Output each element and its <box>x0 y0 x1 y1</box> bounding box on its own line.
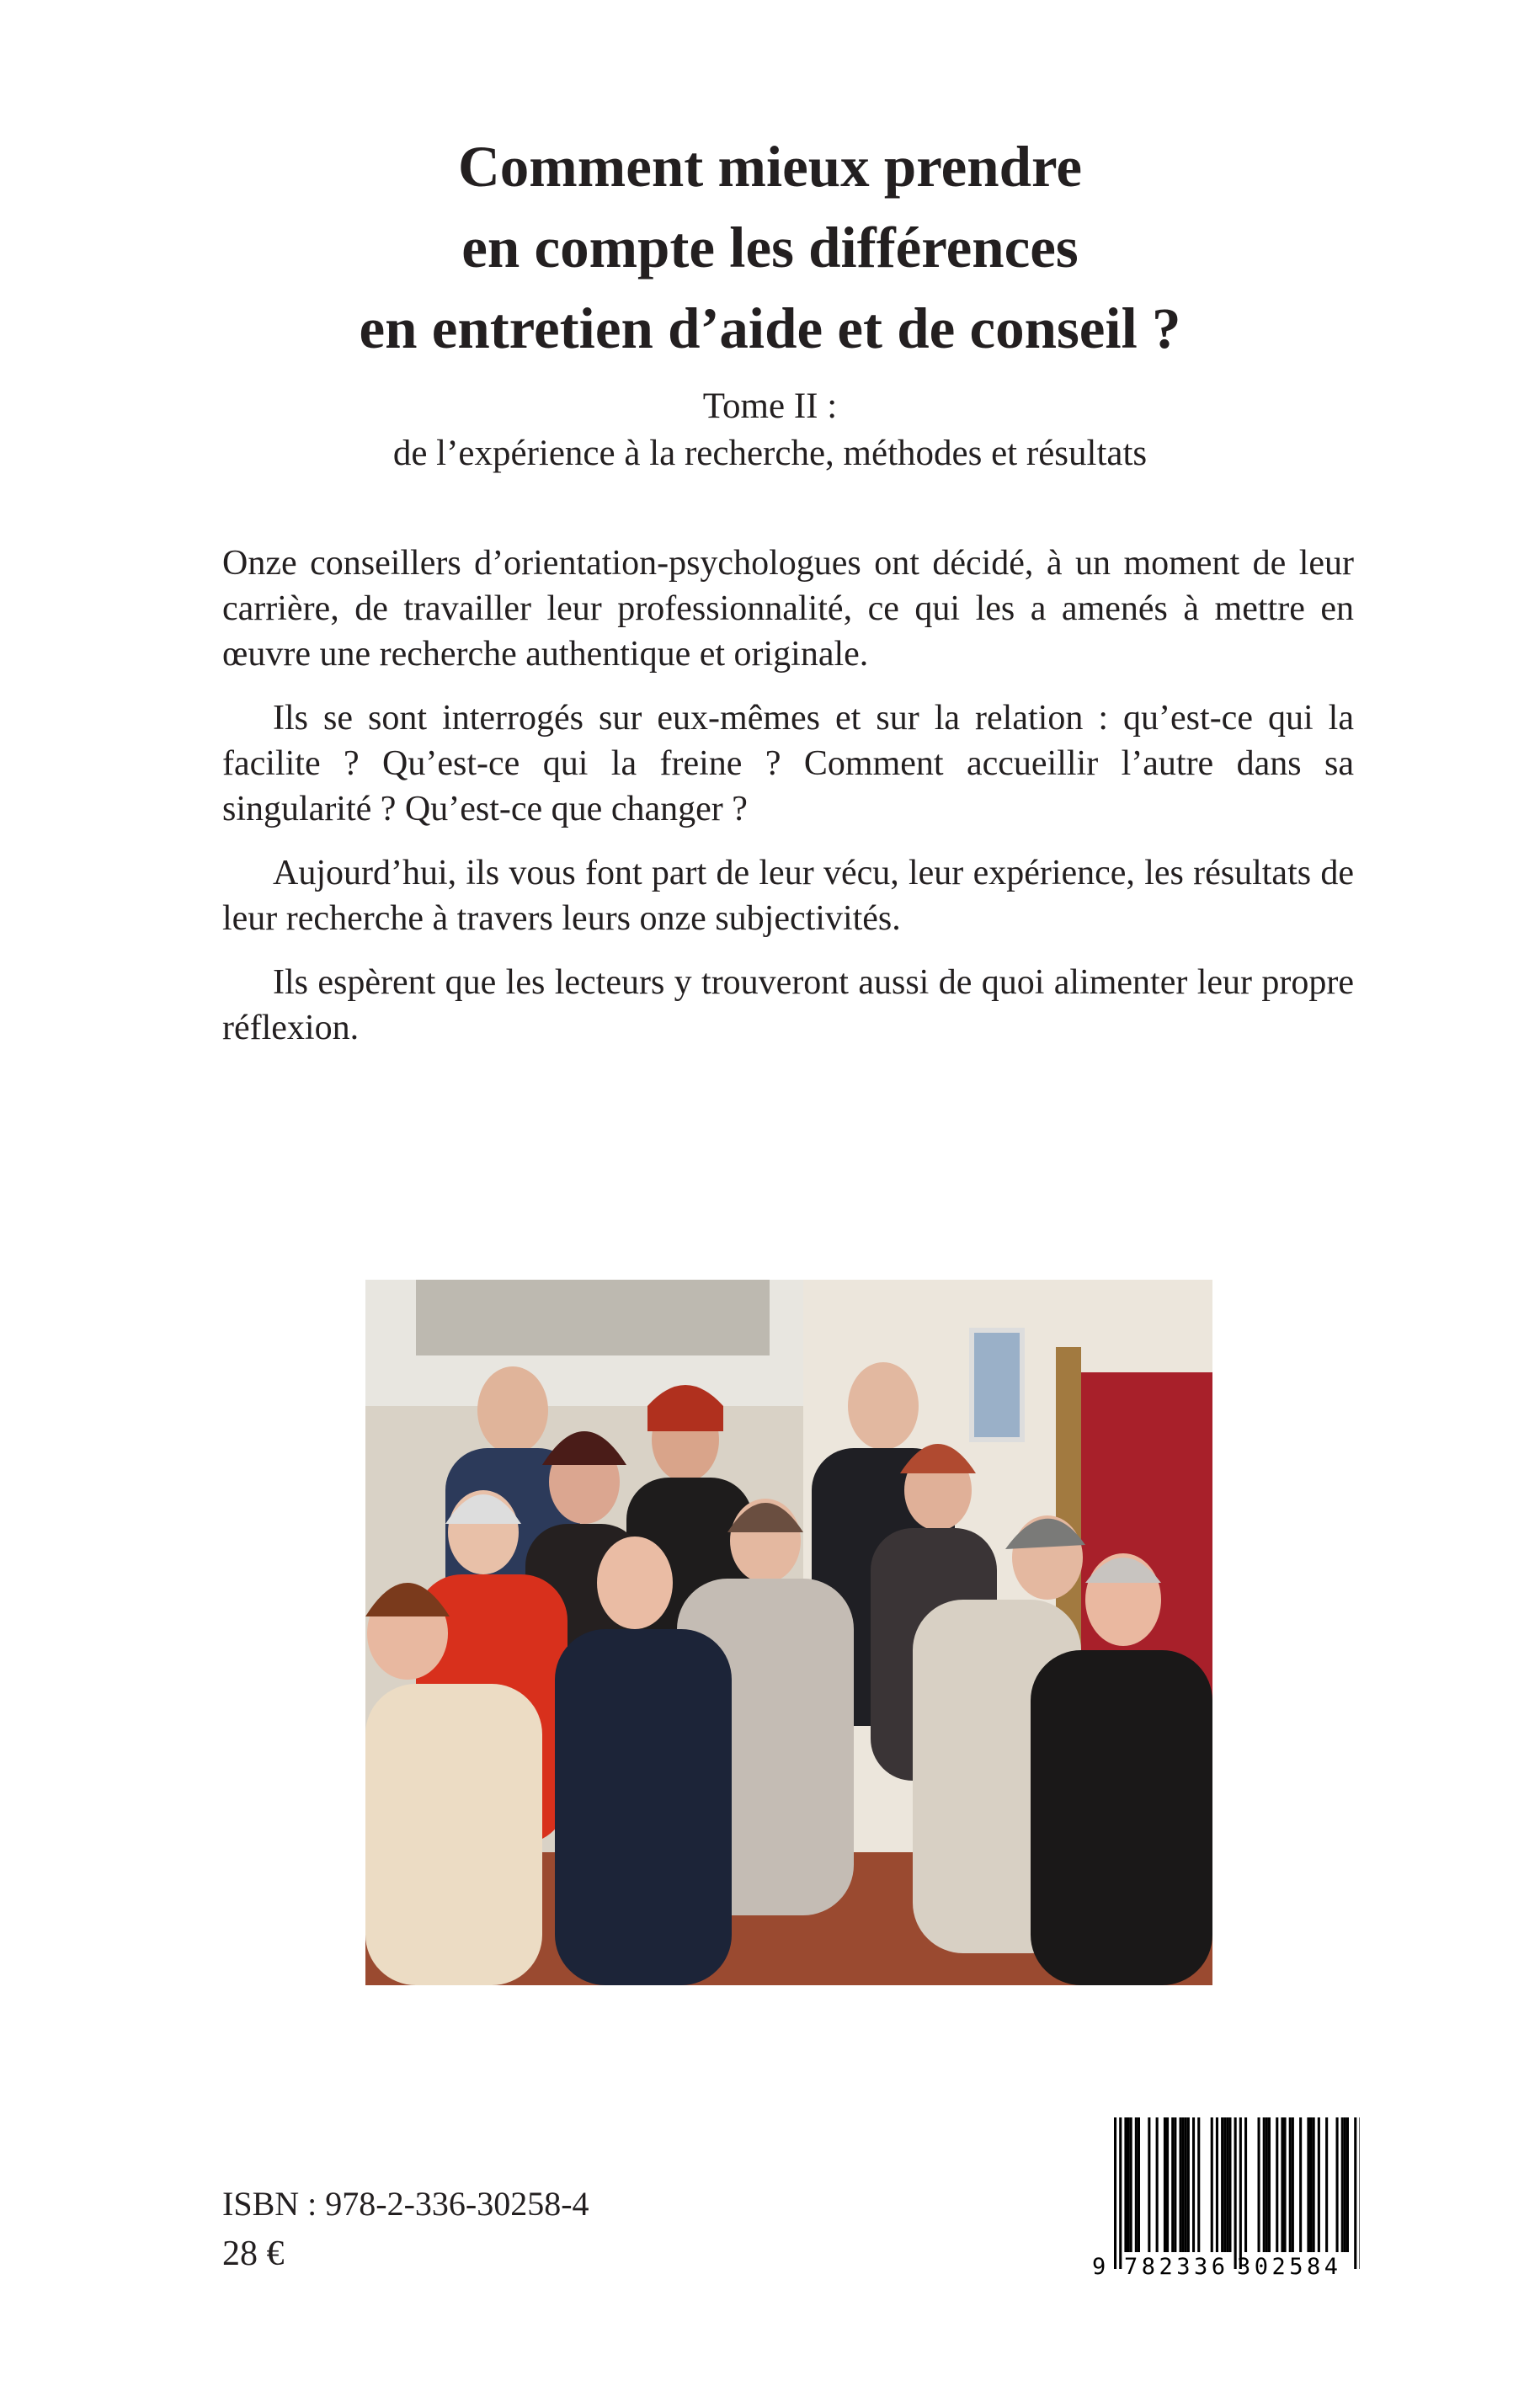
barcode-bar <box>1336 2117 1339 2252</box>
barcode-left-digits: 782336 <box>1124 2254 1225 2277</box>
barcode-first-digit: 9 <box>1092 2254 1106 2277</box>
barcode-bar <box>1263 2117 1266 2252</box>
barcode-bar <box>1187 2117 1190 2252</box>
title-line: Comment mieux prendre <box>457 135 1083 199</box>
barcode-bar <box>1171 2117 1174 2252</box>
barcode-bar <box>1299 2117 1302 2252</box>
barcode-bar <box>1292 2117 1294 2252</box>
subtitle-description: de l’expérience à la recherche, méthodes et résultats <box>392 434 1148 473</box>
barcode-bar <box>1226 2117 1228 2252</box>
barcode-bar <box>1148 2117 1150 2252</box>
barcode-bar <box>1180 2117 1182 2252</box>
barcode-bar <box>1130 2117 1132 2252</box>
barcode-bar <box>1119 2117 1122 2269</box>
barcode-bar <box>1313 2117 1315 2252</box>
barcode-bar <box>1182 2117 1185 2252</box>
barcode-bar <box>1223 2117 1226 2252</box>
barcode-bar <box>1346 2117 1349 2252</box>
barcode-bar <box>1138 2117 1140 2252</box>
barcode-bar <box>1228 2117 1231 2252</box>
barcode-bar <box>1289 2117 1292 2252</box>
barcode-bar <box>1127 2117 1130 2252</box>
barcode-right-digits: 302584 <box>1237 2254 1338 2277</box>
barcode-bar <box>1325 2117 1328 2252</box>
barcode-bar <box>1318 2117 1320 2252</box>
barcode-bar <box>1192 2117 1195 2252</box>
paragraph: Ils se sont interrogés sur eux-mêmes et sur la relation : qu’est-ce qui la facilite ? Qu’est-ce qui la freine ? Comment accueillir l’autre dans sa singularité ? Qu’est-ce que changer ? <box>222 699 1354 828</box>
barcode-bar <box>1239 2117 1242 2269</box>
barcode-bar <box>1234 2117 1237 2269</box>
barcode-bar <box>1166 2117 1169 2252</box>
barcode-bar <box>1268 2117 1271 2252</box>
barcode-bar <box>1310 2117 1313 2252</box>
book-title <box>0 126 1540 369</box>
barcode-bar <box>1284 2117 1287 2252</box>
paragraph: Onze conseillers d’orientation-psychologues ont décidé, à un moment de leur carrière, de travailler leur professionnalité, ce qui les a amenés à mettre en œuvre une recherche authentique et originale. <box>222 544 1354 674</box>
isbn: ISBN : 978-2-336-30258-4 <box>222 2185 589 2223</box>
barcode-bar <box>1135 2117 1138 2252</box>
subtitle <box>0 383 1540 477</box>
back-cover-text <box>222 541 1354 1069</box>
barcode-bar <box>1258 2117 1260 2252</box>
barcode <box>1090 2117 1360 2277</box>
barcode-bar <box>1281 2117 1283 2252</box>
title-line: en compte les différences <box>461 216 1079 280</box>
barcode-bar <box>1244 2117 1247 2252</box>
tome-label: Tome II : <box>702 386 838 426</box>
barcode-bar <box>1114 2117 1116 2269</box>
barcode-bar <box>1354 2117 1356 2269</box>
paragraph: Aujourd’hui, ils vous font part de leur vécu, leur expérience, les résultats de leur recherche à travers leurs onze subjectivités. <box>222 854 1354 938</box>
paragraph: Ils espèrent que les lecteurs y trouveront aussi de quoi alimenter leur propre réflexion. <box>222 963 1354 1047</box>
barcode-bar <box>1185 2117 1187 2252</box>
price: 28 € <box>222 2234 285 2273</box>
barcode-bar <box>1197 2117 1200 2252</box>
barcode-bar <box>1341 2117 1344 2252</box>
barcode-bar <box>1221 2117 1223 2252</box>
barcode-bar <box>1156 2117 1159 2252</box>
barcode-bars <box>1114 2117 1360 2269</box>
barcode-bar <box>1276 2117 1278 2252</box>
barcode-bar <box>1216 2117 1218 2252</box>
barcode-bar <box>1211 2117 1213 2252</box>
barcode-bar <box>1344 2117 1346 2252</box>
title-line: en entretien d’aide et de conseil ? <box>359 296 1181 360</box>
barcode-bar <box>1266 2117 1268 2252</box>
barcode-bar <box>1164 2117 1166 2252</box>
barcode-bar <box>1174 2117 1176 2252</box>
barcode-bar <box>1359 2117 1360 2269</box>
barcode-bar <box>1307 2117 1309 2252</box>
group-photo <box>365 1280 1212 1985</box>
barcode-bar <box>1124 2117 1127 2252</box>
